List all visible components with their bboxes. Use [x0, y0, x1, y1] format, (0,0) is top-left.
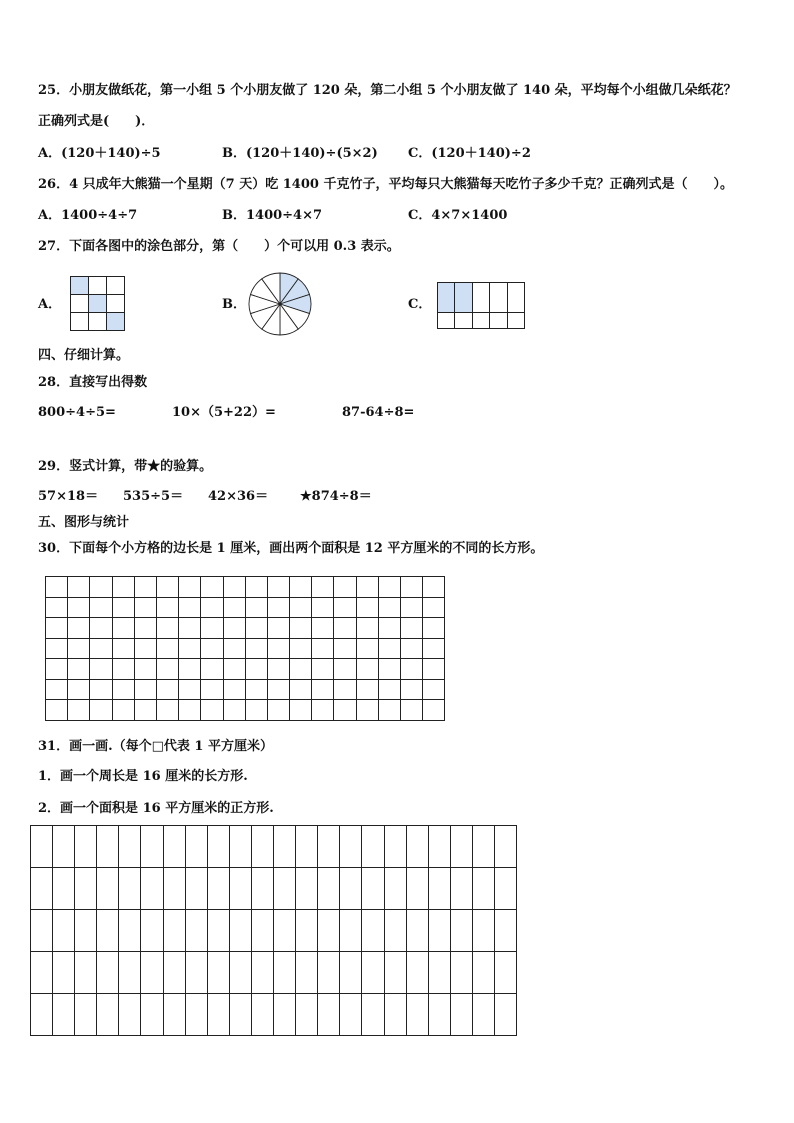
grid-cell: [495, 910, 517, 952]
grid-cell: [97, 868, 119, 910]
grid-cell: [90, 598, 112, 619]
q26-stem: 26．4 只成年大熊猫一个星期（7 天）吃 1400 千克竹子，平均每只大熊猫每天吃竹子多少千克？正确列式是（ ）。: [38, 177, 733, 192]
grid-cell: [157, 618, 179, 639]
grid-cell: [252, 826, 274, 868]
grid-cell: [113, 659, 135, 680]
q27-figure-a-grid: [70, 276, 125, 331]
grid-cell: [90, 639, 112, 660]
grid-cell: [224, 680, 246, 701]
grid-cell: [179, 680, 201, 701]
grid-cell: [46, 700, 68, 721]
grid-cell: [490, 283, 507, 313]
grid-cell: [46, 618, 68, 639]
grid-cell: [201, 598, 223, 619]
q28-expr-1: 800÷4÷5=: [38, 405, 116, 420]
q31-item-1: 1．画一个周长是 16 厘米的长方形.: [38, 769, 248, 784]
grid-cell: [385, 994, 407, 1036]
grid-cell: [401, 598, 423, 619]
grid-cell: [451, 826, 473, 868]
grid-cell: [252, 994, 274, 1036]
grid-cell: [296, 994, 318, 1036]
grid-cell: [31, 952, 53, 994]
grid-cell: [423, 577, 445, 598]
grid-cell: [252, 910, 274, 952]
grid-cell: [473, 952, 495, 994]
grid-cell: [407, 910, 429, 952]
grid-cell: [107, 295, 125, 313]
q28-expr-2: 10×（5+22）=: [172, 405, 276, 420]
q29-expr-2: 535÷5＝: [123, 489, 184, 504]
grid-cell: [455, 313, 472, 329]
grid-cell: [141, 910, 163, 952]
grid-cell: [318, 910, 340, 952]
q25-stem-line1: 25．小朋友做纸花，第一小组 5 个小朋友做了 120 朵，第二小组 5 个小朋友做了 140 朵，平均每个小组做几朵纸花？: [38, 83, 737, 98]
grid-cell: [135, 598, 157, 619]
grid-cell: [46, 680, 68, 701]
grid-cell: [334, 639, 356, 660]
grid-cell: [53, 826, 75, 868]
grid-cell: [53, 910, 75, 952]
grid-cell: [296, 910, 318, 952]
grid-cell: [186, 868, 208, 910]
grid-cell: [119, 868, 141, 910]
grid-cell: [89, 277, 107, 295]
grid-cell: [246, 700, 268, 721]
grid-cell: [31, 910, 53, 952]
q28-title: 28．直接写出得数: [38, 375, 148, 390]
grid-cell: [451, 994, 473, 1036]
grid-cell: [274, 952, 296, 994]
grid-cell: [312, 577, 334, 598]
grid-cell: [296, 826, 318, 868]
grid-cell: [385, 952, 407, 994]
grid-cell: [296, 868, 318, 910]
grid-cell: [429, 826, 451, 868]
grid-cell: [379, 680, 401, 701]
grid-cell: [157, 680, 179, 701]
grid-cell: [246, 659, 268, 680]
grid-cell: [230, 826, 252, 868]
grid-cell: [201, 577, 223, 598]
grid-cell: [246, 577, 268, 598]
grid-cell: [268, 639, 290, 660]
grid-cell: [230, 952, 252, 994]
grid-cell: [157, 700, 179, 721]
grid-cell: [495, 994, 517, 1036]
grid-cell: [357, 618, 379, 639]
grid-cell: [290, 598, 312, 619]
grid-cell: [357, 700, 379, 721]
grid-cell: [334, 680, 356, 701]
grid-cell: [401, 577, 423, 598]
grid-cell: [429, 952, 451, 994]
grid-cell: [179, 618, 201, 639]
grid-cell: [268, 700, 290, 721]
grid-cell: [385, 868, 407, 910]
grid-cell: [268, 680, 290, 701]
grid-cell: [340, 910, 362, 952]
grid-cell: [135, 680, 157, 701]
q29-expr-1: 57×18＝: [38, 489, 99, 504]
grid-cell: [75, 994, 97, 1036]
grid-cell: [53, 868, 75, 910]
grid-cell: [401, 680, 423, 701]
grid-cell: [208, 952, 230, 994]
grid-cell: [473, 313, 490, 329]
grid-cell: [508, 283, 525, 313]
grid-cell: [224, 659, 246, 680]
grid-cell: [312, 639, 334, 660]
grid-cell: [164, 910, 186, 952]
q31-drawing-grid: [30, 825, 517, 1036]
grid-cell: [201, 680, 223, 701]
grid-cell: [31, 826, 53, 868]
grid-cell: [385, 826, 407, 868]
q25-stem-line2: 正确列式是( )．: [38, 114, 155, 129]
grid-cell: [53, 952, 75, 994]
grid-cell: [31, 868, 53, 910]
q29-expr-4: ★874÷8＝: [300, 489, 372, 504]
grid-cell: [75, 826, 97, 868]
grid-cell: [135, 577, 157, 598]
grid-cell: [135, 700, 157, 721]
grid-cell: [53, 994, 75, 1036]
grid-cell: [362, 994, 384, 1036]
grid-cell: [379, 598, 401, 619]
grid-cell: [357, 577, 379, 598]
section-4-title: 四、仔细计算。: [38, 348, 130, 363]
grid-cell: [179, 659, 201, 680]
grid-cell: [208, 868, 230, 910]
grid-cell: [141, 994, 163, 1036]
grid-cell: [357, 680, 379, 701]
grid-cell: [429, 994, 451, 1036]
grid-cell: [31, 994, 53, 1036]
q25-option-b: B．(120＋140)÷(5×2): [222, 146, 378, 161]
grid-cell: [90, 700, 112, 721]
grid-cell: [208, 994, 230, 1036]
grid-cell: [68, 639, 90, 660]
grid-cell: [495, 952, 517, 994]
grid-cell: [423, 700, 445, 721]
grid-cell: [268, 618, 290, 639]
grid-cell-shaded: [438, 283, 455, 313]
grid-cell: [224, 598, 246, 619]
q31-title: 31．画一画.（每个□代表 1 平方厘米）: [38, 739, 273, 754]
grid-cell: [290, 639, 312, 660]
grid-cell: [334, 659, 356, 680]
grid-cell: [379, 577, 401, 598]
q27-label-b: B．: [222, 297, 246, 312]
grid-cell: [357, 659, 379, 680]
grid-cell: [318, 826, 340, 868]
grid-cell: [451, 952, 473, 994]
grid-cell: [379, 700, 401, 721]
grid-cell: [230, 868, 252, 910]
grid-cell: [451, 910, 473, 952]
grid-cell: [90, 659, 112, 680]
grid-cell: [318, 994, 340, 1036]
grid-cell: [224, 577, 246, 598]
q31-item-2: 2．画一个面积是 16 平方厘米的正方形.: [38, 801, 274, 816]
grid-cell: [362, 868, 384, 910]
grid-cell: [119, 910, 141, 952]
grid-cell: [290, 680, 312, 701]
grid-cell: [340, 952, 362, 994]
grid-cell: [179, 700, 201, 721]
grid-cell: [246, 618, 268, 639]
grid-cell: [334, 577, 356, 598]
grid-cell-shaded: [71, 277, 89, 295]
grid-cell: [119, 952, 141, 994]
grid-cell: [201, 659, 223, 680]
grid-cell: [186, 910, 208, 952]
grid-cell-shaded: [455, 283, 472, 313]
grid-cell: [135, 618, 157, 639]
grid-cell: [75, 868, 97, 910]
grid-cell: [113, 577, 135, 598]
q25-option-c: C．(120＋140)÷2: [408, 146, 531, 161]
grid-cell: [401, 618, 423, 639]
grid-cell: [179, 639, 201, 660]
grid-cell: [201, 618, 223, 639]
grid-cell: [312, 659, 334, 680]
grid-cell: [68, 680, 90, 701]
grid-cell: [230, 994, 252, 1036]
grid-cell: [141, 952, 163, 994]
grid-cell: [401, 639, 423, 660]
grid-cell: [312, 618, 334, 639]
grid-cell: [429, 910, 451, 952]
grid-cell: [362, 910, 384, 952]
grid-cell: [362, 826, 384, 868]
grid-cell: [379, 639, 401, 660]
grid-cell: [68, 659, 90, 680]
grid-cell: [71, 295, 89, 313]
q29-title: 29．竖式计算，带★的验算。: [38, 459, 213, 474]
grid-cell-shaded: [89, 295, 107, 313]
grid-cell: [290, 618, 312, 639]
q26-option-a: A．1400÷4÷7: [38, 208, 138, 223]
grid-cell: [473, 910, 495, 952]
q26-option-c: C．4×7×1400: [408, 208, 508, 223]
grid-cell: [407, 994, 429, 1036]
grid-cell: [312, 680, 334, 701]
grid-cell: [113, 618, 135, 639]
q26-option-b: B．1400÷4×7: [222, 208, 323, 223]
grid-cell: [179, 577, 201, 598]
grid-cell: [290, 700, 312, 721]
grid-cell: [473, 868, 495, 910]
grid-cell: [334, 618, 356, 639]
q28-expr-3: 87-64÷8=: [342, 405, 415, 420]
grid-cell: [157, 577, 179, 598]
grid-cell: [423, 659, 445, 680]
q27-figure-b-circle: [248, 272, 312, 336]
grid-cell: [97, 994, 119, 1036]
q25-option-a: A．(120＋140)÷5: [38, 146, 161, 161]
grid-cell: [407, 826, 429, 868]
grid-cell: [252, 952, 274, 994]
grid-cell: [407, 868, 429, 910]
grid-cell: [135, 659, 157, 680]
grid-cell: [246, 639, 268, 660]
grid-cell: [268, 598, 290, 619]
grid-cell: [46, 659, 68, 680]
grid-cell: [208, 910, 230, 952]
grid-cell: [385, 910, 407, 952]
grid-cell: [312, 700, 334, 721]
grid-cell: [362, 952, 384, 994]
grid-cell: [208, 826, 230, 868]
grid-cell: [423, 639, 445, 660]
grid-cell: [157, 639, 179, 660]
grid-cell: [451, 868, 473, 910]
grid-cell: [164, 868, 186, 910]
grid-cell: [119, 994, 141, 1036]
q30-title: 30．下面每个小方格的边长是 1 厘米，画出两个面积是 12 平方厘米的不同的长方形。: [38, 541, 544, 556]
grid-cell-shaded: [107, 313, 125, 331]
grid-cell: [268, 659, 290, 680]
grid-cell: [473, 283, 490, 313]
grid-cell: [290, 659, 312, 680]
grid-cell: [186, 952, 208, 994]
grid-cell: [179, 598, 201, 619]
grid-cell: [141, 826, 163, 868]
grid-cell: [135, 639, 157, 660]
grid-cell: [113, 639, 135, 660]
grid-cell: [246, 598, 268, 619]
grid-cell: [268, 577, 290, 598]
grid-cell: [274, 910, 296, 952]
grid-cell: [379, 659, 401, 680]
grid-cell: [46, 598, 68, 619]
grid-cell: [186, 994, 208, 1036]
grid-cell: [423, 680, 445, 701]
grid-cell: [75, 952, 97, 994]
section-5-title: 五、图形与统计: [38, 515, 130, 530]
grid-cell: [401, 700, 423, 721]
grid-cell: [164, 994, 186, 1036]
grid-cell: [274, 868, 296, 910]
grid-cell: [357, 598, 379, 619]
grid-cell: [224, 700, 246, 721]
grid-cell: [68, 618, 90, 639]
q29-expr-3: 42×36＝: [208, 489, 269, 504]
grid-cell: [75, 910, 97, 952]
q27-label-a: A．: [38, 297, 62, 312]
grid-cell: [334, 700, 356, 721]
grid-cell: [164, 826, 186, 868]
grid-cell: [274, 826, 296, 868]
grid-cell: [71, 313, 89, 331]
grid-cell: [473, 826, 495, 868]
grid-cell: [274, 994, 296, 1036]
grid-cell: [90, 680, 112, 701]
grid-cell: [224, 639, 246, 660]
grid-cell: [495, 868, 517, 910]
grid-cell: [68, 577, 90, 598]
grid-cell: [318, 952, 340, 994]
grid-cell: [119, 826, 141, 868]
grid-cell: [224, 618, 246, 639]
grid-cell: [157, 598, 179, 619]
grid-cell: [113, 680, 135, 701]
grid-cell: [423, 598, 445, 619]
grid-cell: [97, 826, 119, 868]
grid-cell: [473, 994, 495, 1036]
grid-cell: [508, 313, 525, 329]
grid-cell: [97, 910, 119, 952]
grid-cell: [201, 639, 223, 660]
grid-cell: [90, 618, 112, 639]
grid-cell: [252, 868, 274, 910]
grid-cell: [407, 952, 429, 994]
grid-cell: [495, 826, 517, 868]
grid-cell: [318, 868, 340, 910]
grid-cell: [68, 700, 90, 721]
grid-cell: [107, 277, 125, 295]
grid-cell: [429, 868, 451, 910]
grid-cell: [296, 952, 318, 994]
grid-cell: [89, 313, 107, 331]
grid-cell: [423, 618, 445, 639]
q27-figure-c-grid: [437, 282, 525, 329]
grid-cell: [379, 618, 401, 639]
grid-cell: [438, 313, 455, 329]
grid-cell: [340, 868, 362, 910]
grid-cell: [141, 868, 163, 910]
grid-cell: [46, 639, 68, 660]
grid-cell: [90, 577, 112, 598]
grid-cell: [340, 994, 362, 1036]
grid-cell: [164, 952, 186, 994]
grid-cell: [186, 826, 208, 868]
grid-cell: [340, 826, 362, 868]
q30-drawing-grid: [45, 576, 445, 721]
grid-cell: [290, 577, 312, 598]
grid-cell: [334, 598, 356, 619]
grid-cell: [401, 659, 423, 680]
grid-cell: [113, 598, 135, 619]
grid-cell: [312, 598, 334, 619]
grid-cell: [68, 598, 90, 619]
grid-cell: [97, 952, 119, 994]
grid-cell: [46, 577, 68, 598]
grid-cell: [490, 313, 507, 329]
grid-cell: [157, 659, 179, 680]
grid-cell: [246, 680, 268, 701]
grid-cell: [201, 700, 223, 721]
grid-cell: [230, 910, 252, 952]
grid-cell: [357, 639, 379, 660]
q27-label-c: C．: [408, 297, 432, 312]
grid-cell: [113, 700, 135, 721]
q27-stem: 27．下面各图中的涂色部分，第（ ）个可以用 0.3 表示。: [38, 239, 400, 254]
